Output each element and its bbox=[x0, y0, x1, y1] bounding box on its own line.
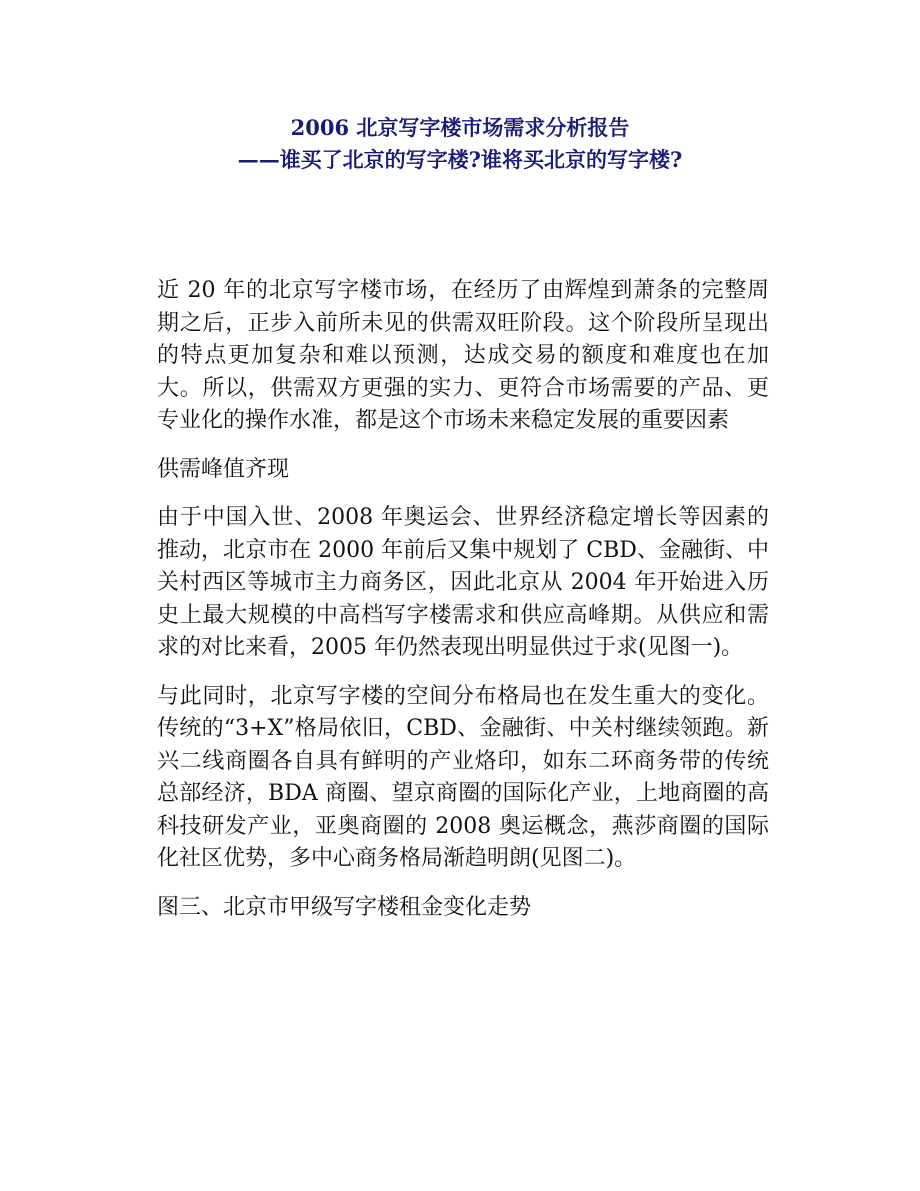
document-body bbox=[157, 275, 769, 940]
report-title bbox=[0, 112, 920, 176]
title-line-subtitle: ——谁买了北京的写字楼?谁将买北京的写字楼? bbox=[237, 147, 683, 172]
spatial-distribution-paragraph: 与此同时，北京写字楼的空间分布格局也在发生重大的变化。传统的“3+X”格局依旧，CBD、金融街、中关村继续领跑。新兴二线商圈各自具有鲜明的产业烙印，如东二环商务带的传统总部经济，BDA 商圈、望京商圈的国际化产业，上地商圈的高科技研发产业，亚奥商圈的 2008 奥运概念，燕莎商圈的国际化社区优势，多中心商务格局渐趋明朗(见图二)。 bbox=[157, 683, 769, 871]
title-line-main: 2006 北京写字楼市场需求分析报告 bbox=[290, 115, 630, 140]
intro-paragraph: 近 20 年的北京写字楼市场，在经历了由辉煌到萧条的完整周期之后，正步入前所未见的供需双旺阶段。这个阶段所呈现出的特点更加复杂和难以预测，达成交易的额度和难度也在加大。所以，供需双方更强的实力、更符合市场需要的产品、更专业化的操作水准，都是这个市场未来稳定发展的重要因素 bbox=[157, 278, 769, 433]
section-heading-supply-demand: 供需峰值齐现 bbox=[157, 456, 290, 482]
supply-demand-paragraph: 由于中国入世、2008 年奥运会、世界经济稳定增长等因素的推动，北京市在 2000 年前后又集中规划了 CBD、金融街、中关村西区等城市主力商务区，因此北京从 2004 年开始进入历史上最大规模的中高档写字楼需求和供应高峰期。从供应和需求的对比来看，2005 年仍然表现出明显供过于求(见图一)。 bbox=[157, 505, 769, 660]
figure-three-caption: 图三、北京市甲级写字楼租金变化走势 bbox=[157, 894, 532, 920]
